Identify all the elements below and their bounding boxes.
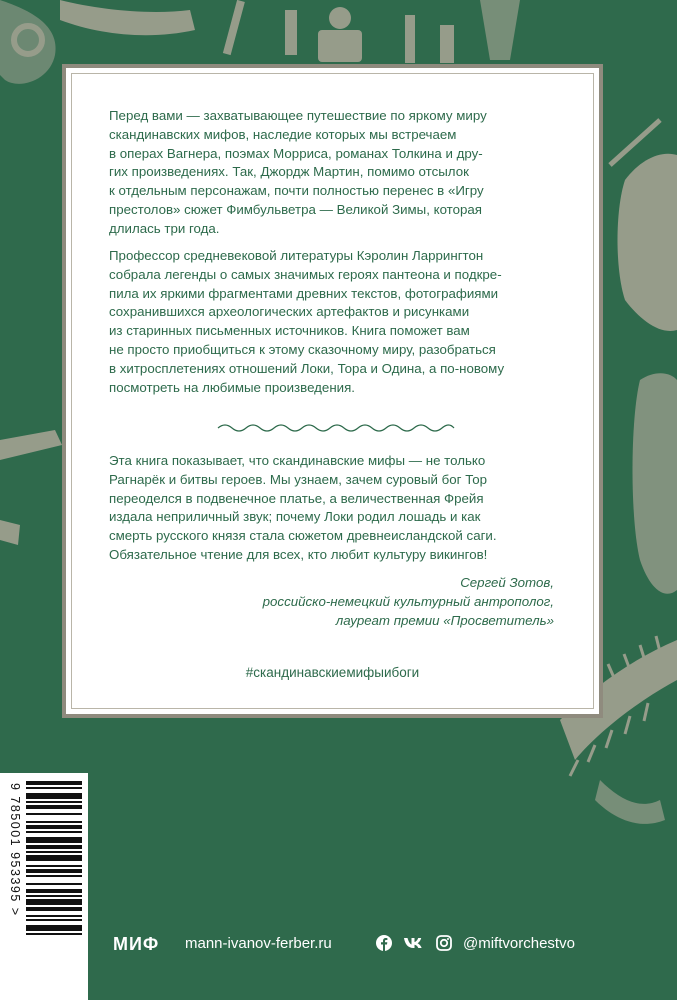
hashtag: #скандинавскиемифыибоги bbox=[245, 665, 420, 680]
barcode-bar bbox=[26, 883, 82, 885]
barcode-bar bbox=[26, 907, 82, 911]
text-line: длилась три года. bbox=[109, 220, 220, 236]
text-line: Эта книга показывает, что скандинавские мифы — не только bbox=[109, 453, 486, 468]
description-panel bbox=[62, 64, 603, 718]
instagram-handle[interactable]: @miftvorchestvo bbox=[463, 935, 575, 952]
text-line: к отдельным персонажам, почти полностью перенес в «Игру bbox=[109, 183, 484, 199]
barcode-bar bbox=[26, 805, 82, 809]
barcode-bar bbox=[26, 919, 82, 921]
text-line: Профессор средневековой литературы Кэролин Ларрингтон bbox=[109, 248, 484, 263]
instagram-icon[interactable] bbox=[436, 935, 452, 951]
barcode-bar bbox=[26, 787, 82, 789]
barcode-bar bbox=[26, 845, 82, 849]
barcode-bar bbox=[26, 865, 82, 867]
review-signature bbox=[194, 574, 554, 630]
barcode-bar bbox=[26, 821, 82, 823]
barcode-bar bbox=[26, 855, 82, 861]
review-author-title: российско-немецкий культурный антрополог, bbox=[262, 593, 554, 609]
barcode-bars bbox=[26, 781, 82, 993]
barcode-bar bbox=[26, 895, 82, 897]
text-line: собрала легенды о самых значимых героях пантеона и подкре- bbox=[109, 266, 502, 282]
review-author-award: лауреат премии «Просветитель» bbox=[335, 612, 554, 628]
barcode-bar bbox=[26, 889, 82, 893]
text-line: смерть русского князя стала сюжетом древнеисландской саги. bbox=[109, 528, 497, 544]
barcode-bar bbox=[26, 899, 82, 905]
text-line: в хитросплетениях отношений Локи, Тора и Одина, а по-новому bbox=[109, 360, 505, 376]
vk-icon[interactable] bbox=[403, 935, 425, 951]
text-line: Обязательное чтение для всех, кто любит культуру викингов! bbox=[109, 546, 488, 562]
barcode-bar bbox=[26, 875, 82, 877]
wave-divider bbox=[216, 421, 456, 435]
barcode-bar bbox=[26, 851, 82, 853]
description-paragraph-1 bbox=[109, 107, 559, 239]
barcode-bar bbox=[26, 933, 82, 935]
text-line: посмотреть на любимые произведения. bbox=[109, 379, 355, 395]
barcode-bar bbox=[26, 825, 82, 829]
description-paragraph-2 bbox=[109, 247, 559, 397]
barcode-bar bbox=[26, 781, 82, 785]
publisher-logo: МИФ bbox=[113, 934, 160, 954]
text-line: Рагнарёк и битвы героев. Мы узнаем, зачем суровый бог Тор bbox=[109, 471, 488, 487]
barcode-bar bbox=[26, 869, 82, 873]
text-line: Перед вами — захватывающее путешествие по яркому миру bbox=[109, 108, 487, 123]
text-line: гих произведениях. Так, Джордж Мартин, помимо отсылок bbox=[109, 164, 469, 180]
barcode bbox=[0, 773, 88, 1000]
barcode-digits bbox=[8, 773, 22, 1000]
barcode-bar bbox=[26, 831, 82, 833]
barcode-bar bbox=[26, 813, 82, 815]
text-line: издала неприличный звук; почему Локи родил лошадь и как bbox=[109, 509, 481, 525]
text-line: в операх Вагнера, поэмах Морриса, романах Толкина и дру- bbox=[109, 145, 483, 161]
barcode-bar bbox=[26, 925, 82, 931]
barcode-bar bbox=[26, 801, 82, 803]
barcode-bar bbox=[26, 915, 82, 917]
website-link[interactable]: mann-ivanov-ferber.ru bbox=[185, 935, 332, 952]
footer bbox=[113, 932, 653, 960]
review-text bbox=[109, 452, 559, 565]
text-line: не просто приобщиться к этому сказочному миру, разобраться bbox=[109, 341, 496, 357]
text-line: переоделся в подвенечное платье, а величественная Фрейя bbox=[109, 490, 484, 506]
text-line: из старинных письменных источников. Книга поможет вам bbox=[109, 323, 470, 339]
barcode-number: 9 785001 953395 > bbox=[8, 783, 22, 917]
barcode-bar bbox=[26, 837, 82, 843]
text-line: сохранившихся археологических артефактов и рисунками bbox=[109, 304, 470, 320]
text-line: пила их яркими фрагментами древних текстов, фотографиями bbox=[109, 285, 499, 301]
text-line: скандинавских мифов, наследие которых мы встречаем bbox=[109, 126, 457, 142]
facebook-icon[interactable] bbox=[376, 935, 392, 951]
barcode-bar bbox=[26, 793, 82, 799]
text-line: престолов» сюжет Фимбульветра — Великой Зимы, которая bbox=[109, 201, 483, 217]
review-author: Сергей Зотов, bbox=[460, 575, 554, 590]
